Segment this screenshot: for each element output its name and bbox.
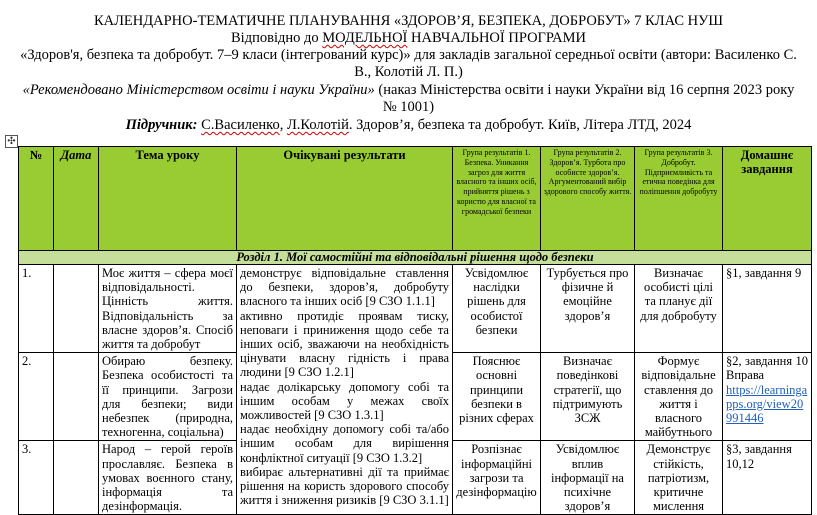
document-title: КАЛЕНДАРНО-ТЕМАТИЧНЕ ПЛАНУВАННЯ «ЗДОРОВ’Я, БЕЗПЕКА, ДОБРОБУТ» 7 КЛАС НУШ: [93, 13, 724, 29]
header-homework: Домашнє завдання: [723, 147, 812, 251]
recommendation-italic: «Рекомендовано Міністерством освіти і науки України»: [22, 82, 375, 98]
expected-result-item: вибирає альтернативні дії та приймає рішення на користь здорового способу життя і зниження ризиків [9 СЗО 3.1.1]: [240, 464, 449, 508]
recommendation-line-2: № 1001): [382, 99, 435, 115]
table-move-handle-icon[interactable]: ✣: [5, 135, 18, 148]
header-date: Дата: [54, 147, 99, 251]
subtitle-prefix: Відповідно до: [231, 30, 323, 46]
row-topic[interactable]: Моє життя – сфера моєї відповідальності. Цінність життя. Відповідальність за власне здоров’я. Спосіб життя та добробут: [99, 265, 237, 353]
learningapps-link[interactable]: https://learningapps.org/view20991446: [726, 382, 808, 426]
row-date[interactable]: [54, 265, 99, 353]
header-expected-results: Очікувані результати: [237, 147, 453, 251]
expected-results-cell[interactable]: [237, 265, 453, 515]
subtitle-underlined: МОДЕЛЬНОЇ: [322, 30, 408, 46]
row-num[interactable]: 2.: [19, 353, 54, 441]
header-group-2: Група результатів 2. Здоров’я. Турбота про особисте здоров’я. Аргументований вибір здорового способу життя.: [541, 147, 635, 251]
header-group-3: Група результатів 3. Добробут. Підприємливість та етична поведінка для поліпшення добробуту: [635, 147, 723, 251]
program-line-2: В., Колотій Л. П.): [354, 64, 463, 80]
row-date[interactable]: [54, 441, 99, 515]
row-group-3[interactable]: Формує відповідальне ставлення до життя і власного майбутнього: [635, 353, 723, 441]
expected-result-item: активно протидіє проявам тиску, неповаги і приниження щодо себе та інших осіб, зважаючи на необхідність цінувати власну гідність і права людини [9 СЗО 1.2.1]: [240, 308, 449, 380]
row-group-2[interactable]: Визначає поведінкові стратегії, що підтримують ЗСЖ: [541, 353, 635, 441]
row-date[interactable]: [54, 353, 99, 441]
program-reference: [0, 30, 817, 47]
program-line-1: «Здоров'я, безпека та добробут. 7–9 класи (інтегрований курс)» для закладів загальної середньої освіти (автори: Василенко С.: [20, 47, 797, 63]
row-group-3[interactable]: Визначає особисті цілі та планує дії для добробуту: [635, 265, 723, 353]
row-group-2[interactable]: Турбується про фізичне й емоційне здоров’я: [541, 265, 635, 353]
textbook-author-2: Л.Колотій: [286, 117, 349, 133]
recommendation-line: [0, 82, 817, 99]
expected-result-item: надає необхідну допомогу собі та/або іншим особам для вирішення конфліктної ситуації [9 СЗО 1.3.2]: [240, 422, 449, 465]
section-title: Розділ 1. Мої самостійні та відповідальні рішення щодо безпеки: [19, 251, 812, 265]
textbook-line: [0, 117, 817, 134]
row-group-2[interactable]: Усвідомлює вплив інформації на психічне здоров’я: [541, 441, 635, 515]
header-group-1: Група результатів 1. Безпека. Уникання загроз для життя власного та інших осіб, прийняття рішень з користю для власної та громадської безпеки: [453, 147, 541, 251]
header-num: №: [19, 147, 54, 251]
expected-result-item: демонструє відповідальне ставлення до безпеки, здоров’я, добробуту власного та інших осіб [9 СЗО 1.1.1]: [240, 266, 449, 309]
table-row: [19, 265, 812, 353]
row-homework: §2, завдання 10 Вправа: [726, 354, 808, 383]
table-header-row: [19, 147, 812, 251]
expected-result-item: надає долікарську допомогу собі та іншим особам у межах своїх можливостей [9 СЗО 1.3.1]: [240, 379, 449, 423]
subtitle-suffix: НАВЧАЛЬНОЇ ПРОГРАМИ: [407, 30, 586, 46]
section-row: [19, 251, 812, 265]
row-num[interactable]: 1.: [19, 265, 54, 353]
planning-table: [18, 146, 812, 515]
row-homework[interactable]: §3, завдання 10,12: [723, 441, 812, 515]
row-homework-cell[interactable]: [723, 353, 812, 441]
row-num[interactable]: 3.: [19, 441, 54, 515]
row-group-1[interactable]: Усвідомлює наслідки рішень для особистої безпеки: [453, 265, 541, 353]
row-group-3[interactable]: Демонструє стійкість, патріотизм, критичне мислення: [635, 441, 723, 515]
row-homework[interactable]: §1, завдання 9: [723, 265, 812, 353]
row-group-1[interactable]: Пояснює основні принципи безпеки в різних сферах: [453, 353, 541, 441]
row-topic[interactable]: Обираю безпеку. Безпека особистості та її принципи. Загрози для безпеки; види небезпек (природна, техногенна, соціальна): [99, 353, 237, 441]
row-topic[interactable]: Народ – герой героїв прославляє. Безпека в умовах воєнного стану, інформація та дезінформація.: [99, 441, 237, 515]
textbook-separator: ,: [279, 117, 287, 133]
textbook-label: Підручник:: [125, 117, 198, 133]
textbook-author-1: С.Василенко: [201, 117, 280, 133]
textbook-rest: . Здоров’я, безпека та добробут. Київ, Літера ЛТД, 2024: [348, 117, 692, 133]
recommendation-rest: (наказ Міністерства освіти і науки України від 16 серпня 2023 року: [374, 82, 795, 98]
row-group-1[interactable]: Розпізнає інформаційні загрози та дезінформацію: [453, 441, 541, 515]
header-topic: Тема уроку: [99, 147, 237, 251]
